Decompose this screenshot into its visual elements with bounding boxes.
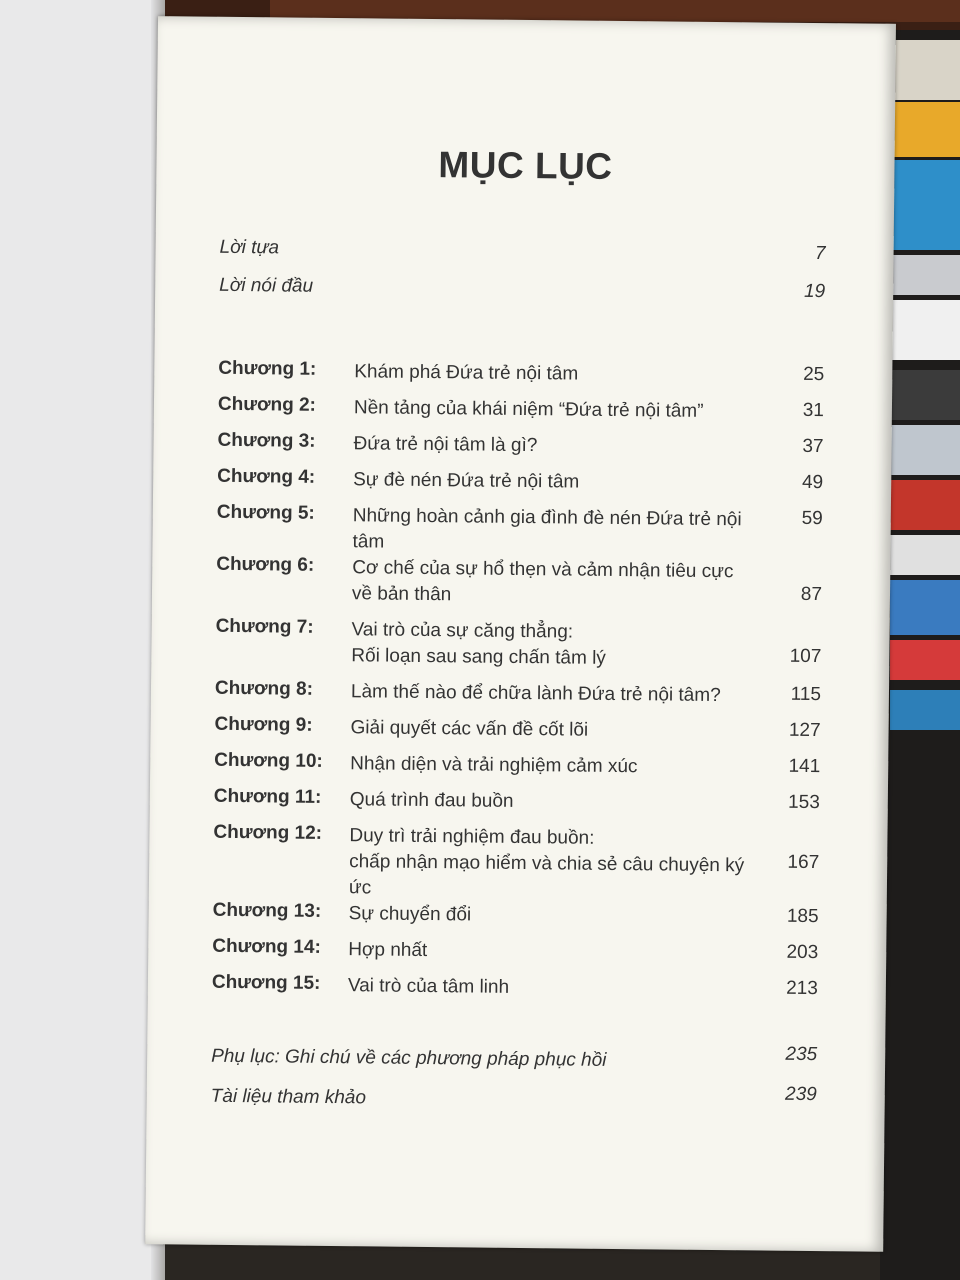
page-number: 115 [790, 683, 822, 706]
page-number: 167 [787, 851, 820, 874]
chapter-title: Nền tảng của khái niệm “Đứa trẻ nội tâm” [353, 397, 704, 422]
chapter-label: Chương 3: [217, 429, 316, 452]
chapter-title: Vai trò của tâm linh [347, 975, 510, 998]
chapter-entry [216, 502, 823, 560]
book-spine [890, 480, 960, 530]
page-number: 185 [786, 905, 819, 928]
page-number: 87 [800, 583, 823, 606]
page-number: 141 [788, 755, 821, 778]
page-number: 7 [814, 243, 826, 265]
page-number: 25 [803, 363, 825, 386]
page-number: 59 [801, 507, 823, 530]
chapter-label: Chương 10: [214, 749, 323, 772]
chapter-label: Chương 15: [211, 971, 321, 994]
book-spine [890, 255, 960, 295]
chapter-label: Chương 5: [216, 501, 315, 524]
chapter-label: Chương 13: [212, 899, 322, 922]
table-of-contents [210, 237, 825, 1132]
page-number: 153 [788, 791, 820, 814]
book-spine [890, 690, 960, 730]
chapter-title: Khám phá Đứa trẻ nội tâm [354, 361, 579, 385]
chapter-title [349, 823, 820, 906]
chapter-entry [215, 616, 822, 684]
page-number: 239 [784, 1083, 817, 1106]
book-spine [890, 370, 960, 420]
chapter-title: Đứa trẻ nội tâm là gì? [353, 433, 538, 457]
book-spine [890, 102, 960, 157]
chapter-title: Hợp nhất [348, 939, 428, 962]
chapter-title-line-2: về bản thân [351, 583, 452, 606]
page-number: 31 [802, 399, 825, 422]
chapter-title: Sự chuyển đổi [348, 903, 472, 926]
background-book-left [0, 0, 165, 1280]
chapter-label: Chương 8: [214, 677, 314, 700]
book-spine [890, 300, 960, 360]
chapter-entry [212, 972, 818, 1014]
chapter-title: Sự đè nén Đứa trẻ nội tâm [353, 469, 580, 493]
page-number: 107 [789, 645, 822, 668]
chapter-label: Chương 4: [217, 465, 316, 488]
page-number: 203 [786, 941, 819, 964]
chapter-label: Chương 14: [212, 935, 321, 958]
chapter-label: Chương 11: [213, 785, 322, 808]
chapter-title: Làm thế nào để chữa lành Đứa trẻ nội tâm? [350, 681, 721, 707]
chapter-title: Quá trình đau buồn [349, 789, 514, 812]
front-matter-label: Lời tựa [219, 236, 280, 259]
book-spine [890, 535, 960, 575]
chapter-title: Nhận diện và trải nghiệm cảm xúc [350, 753, 638, 778]
chapter-title-line-1: Vai trò của sự căng thẳng: [351, 619, 574, 643]
chapter-title: Giải quyết các vấn đề cốt lõi [350, 717, 589, 741]
back-matter-item [211, 1043, 818, 1092]
page-title: MỤC LỤC [438, 144, 613, 187]
chapter-label: Chương 9: [214, 713, 313, 736]
chapter-title [352, 555, 823, 612]
book-spine [890, 425, 960, 475]
chapter-title-line-1: Cơ chế của sự hổ thẹn và cảm nhận tiêu cực [352, 557, 734, 583]
front-matter-item [219, 275, 825, 319]
chapter-label: Chương 7: [215, 615, 314, 638]
chapter-title-line-2: Rối loạn sau sang chấn tâm lý [351, 645, 606, 669]
front-matter-item [219, 237, 825, 281]
chapter-entry [216, 554, 823, 622]
book-spine [890, 40, 960, 100]
book-spine [890, 580, 960, 635]
chapter-entry [213, 822, 820, 906]
back-matter-label: Phụ lục: Ghi chú về các phương pháp phục hồi [211, 1045, 607, 1071]
chapter-title [351, 617, 822, 674]
page-number: 49 [801, 471, 824, 494]
chapter-label: Chương 1: [218, 357, 317, 380]
back-matter-label: Tài liệu tham khảo [210, 1085, 367, 1109]
front-matter-label: Lời nói đầu [219, 274, 314, 297]
chapter-label: Chương 6: [216, 553, 315, 576]
page-number: 127 [788, 719, 821, 742]
page-number: 37 [802, 435, 824, 458]
chapter-title-line-1: Duy trì trải nghiệm đau buồn: [349, 825, 595, 849]
page-number: 19 [803, 280, 826, 303]
chapter-label: Chương 12: [213, 821, 323, 844]
page-number: 213 [786, 977, 818, 1000]
book-page [145, 16, 896, 1252]
page-number: 235 [785, 1043, 818, 1066]
chapter-title: Những hoàn cảnh gia đình đè nén Đứa trẻ nội tâm [352, 505, 742, 553]
chapter-title-line-2: chấp nhận mạo hiểm và chia sẻ câu chuyện ký ức [348, 851, 745, 899]
book-spine [890, 160, 960, 250]
chapter-label: Chương 2: [217, 393, 317, 416]
back-matter-item [210, 1083, 817, 1132]
book-spine [890, 640, 960, 680]
